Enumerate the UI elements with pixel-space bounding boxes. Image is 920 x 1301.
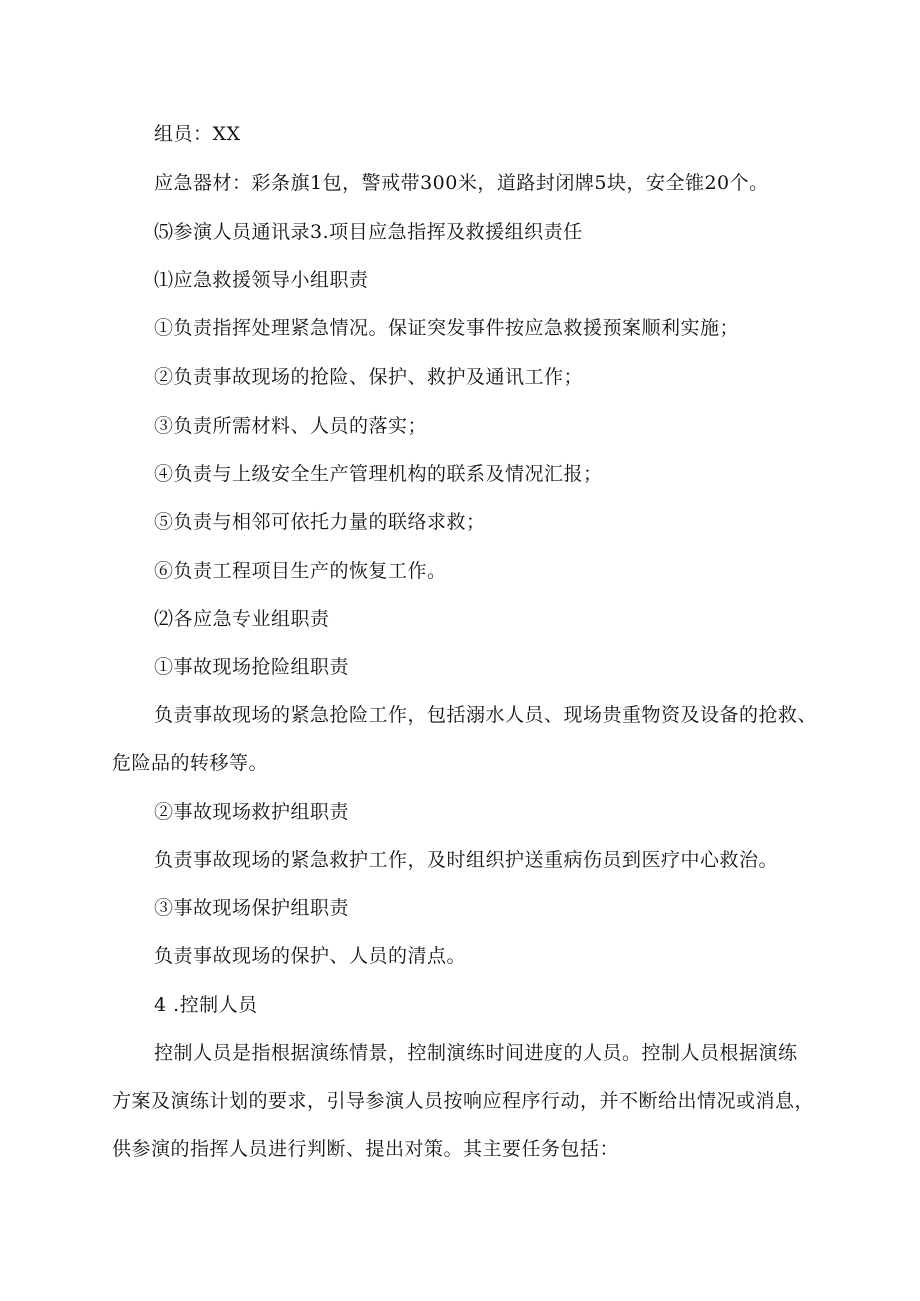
- text-line: ⑸参演人员通讯录3.项目应急指挥及救援组织责任: [154, 221, 583, 243]
- text-line: ①事故现场抢险组职责: [154, 656, 350, 678]
- text-line: 供参演的指挥人员进行判断、提出对策。其主要任务包括：: [112, 1138, 620, 1160]
- text-line: 应急器材：彩条旗1包，警戒带300米，道路封闭牌5块，安全锥20个。: [154, 172, 769, 194]
- text-line: 危险品的转移等。: [112, 752, 269, 774]
- text-line: ②负责事故现场的抢险、保护、救护及通讯工作；: [154, 366, 584, 388]
- text-line: ④负责与上级安全生产管理机构的联系及情况汇报；: [154, 463, 603, 485]
- text-line: 4 .控制人员: [154, 994, 258, 1016]
- text-line: 组员：XX: [154, 123, 241, 145]
- text-line: 负责事故现场的保护、人员的清点。: [154, 945, 467, 967]
- text-line: ⑵各应急专业组职责: [154, 608, 330, 630]
- text-line: ③事故现场保护组职责: [154, 897, 350, 919]
- text-line: 负责事故现场的紧急抢险工作，包括溺水人员、现场贵重物资及设备的抢救、: [154, 704, 818, 726]
- text-line: ⑥负责工程项目生产的恢复工作。: [154, 560, 447, 582]
- text-line: ⑤负责与相邻可依托力量的联络求救；: [154, 511, 486, 533]
- text-line: ①负责指挥处理紧急情况。保证突发事件按应急救援预案顺利实施；: [154, 317, 740, 339]
- text-line: ⑴应急救援领导小组职责: [154, 269, 369, 291]
- text-line: ③负责所需材料、人员的落实；: [154, 415, 428, 437]
- text-line: 控制人员是指根据演练情景，控制演练时间进度的人员。控制人员根据演练: [154, 1042, 798, 1064]
- text-line: 负责事故现场的紧急救护工作，及时组织护送重病伤员到医疗中心救治。: [154, 849, 779, 871]
- text-line: 方案及演练计划的要求，引导参演人员按响应程序行动，并不断给出情况或消息，: [112, 1090, 815, 1112]
- text-line: ②事故现场救护组职责: [154, 801, 350, 823]
